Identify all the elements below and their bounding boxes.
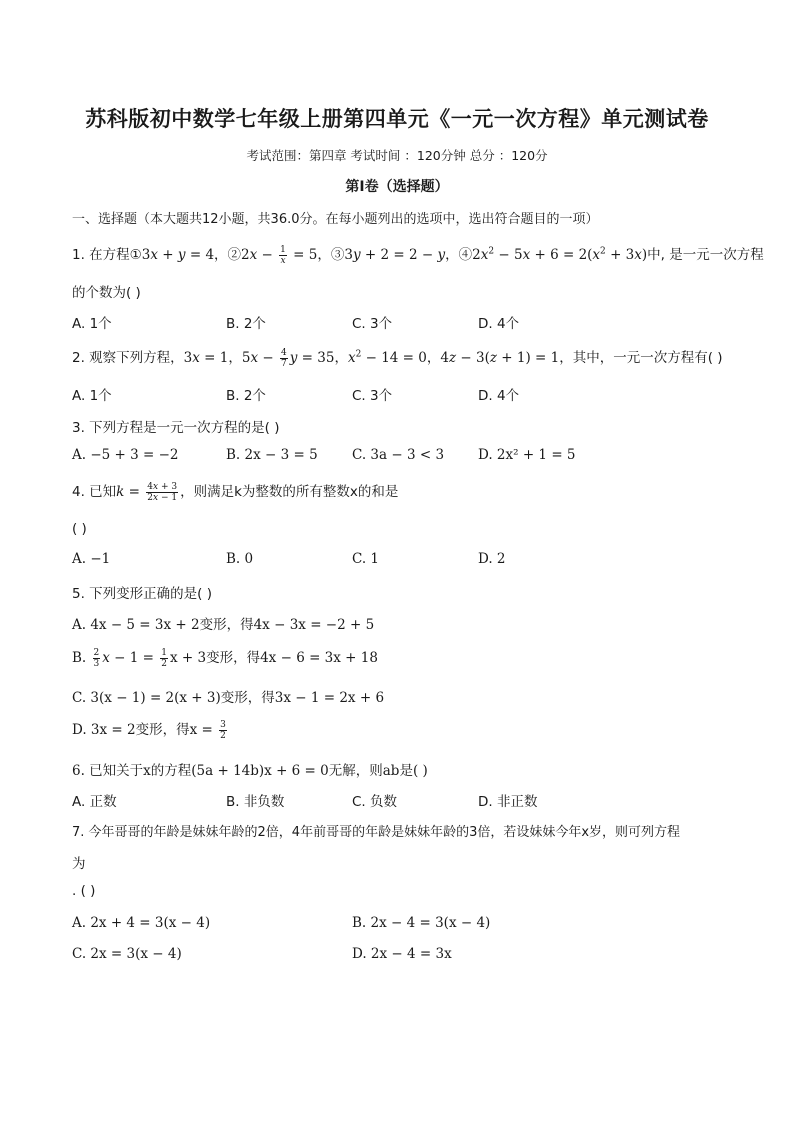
question-2-tail: ，其中，一元一次方程有( ) [559,350,723,366]
question-6: 6. 已知关于x的方程(5a + 14b)x + 6 = 0无解，则ab是( ) [72,763,428,779]
section-heading: 一、选择题（本大题共12小题，共36.0分。在每小题列出的选项中，选出符合题目的一项） [72,212,599,227]
question-7-line2: 为 [72,856,86,872]
question-1-option-c[interactable]: C. 3个 [352,316,393,332]
question-3-option-c[interactable]: C. 3a − 3 < 3 [352,447,445,463]
question-1-option-d[interactable]: D. 4个 [478,316,520,332]
question-2-lead: 2. 观察下列方程， [72,350,184,366]
question-7-option-d[interactable]: D. 2x − 4 = 3x [352,946,452,962]
question-5-option-d[interactable]: D. 3x = 2变形，得x = $\frac{3}{2}$ [72,720,226,741]
question-4-option-b[interactable]: B. 0 [226,551,254,567]
question-4-formula: k = $\frac{4x + 3}{2x - 1}$ [116,482,178,503]
question-5-option-b-tail: x + 3变形，得4x − 6 = 3x + 18 [170,650,378,666]
question-1-tail: 中, 是一元一次方程 [647,247,764,263]
question-1-line2: 的个数为( ) [72,285,141,301]
question-1-lead: 1. 在方程① [72,247,142,263]
question-2 [72,346,723,369]
question-7-option-a[interactable]: A. 2x + 4 = 3(x − 4) [72,915,211,931]
question-3-option-b[interactable]: B. 2x − 3 = 5 [226,447,318,463]
question-7-option-b[interactable]: B. 2x − 4 = 3(x − 4) [352,915,491,931]
question-3: 3. 下列方程是一元一次方程的是( ) [72,420,280,436]
question-2-option-c[interactable]: C. 3个 [352,388,393,404]
question-6-option-b[interactable]: B. 非负数 [226,794,285,810]
question-2-option-a[interactable]: A. 1个 [72,388,112,404]
question-4-option-d[interactable]: D. 2 [478,551,506,567]
question-6-option-c[interactable]: C. 负数 [352,794,398,810]
question-1-option-b[interactable]: B. 2个 [226,316,266,332]
question-3-option-d[interactable]: D. 2x² + 1 = 5 [478,447,576,463]
question-4-lead: 4. 已知 [72,484,117,500]
question-7: 7. 今年哥哥的年龄是妹妹年龄的2倍，4年前哥哥的年龄是妹妹年龄的3倍，若设妹妹今年x岁，则可列方程 [72,825,681,840]
question-5: 5. 下列变形正确的是( ) [72,586,212,602]
question-5-option-b[interactable]: B. $\frac{2}{3}$ x − 1 = $\frac{1}{2}$ x + 3变形，得4x − 6 = 3x + 18 [72,648,378,669]
question-4-line2: ( ) [72,521,87,537]
question-4-option-a[interactable]: A. −1 [72,551,111,567]
question-6-option-d[interactable]: D. 非正数 [478,794,538,810]
volume-heading: 第I卷（选择题） [345,179,449,195]
question-6-option-a[interactable]: A. 正数 [72,794,117,810]
question-7-option-c[interactable]: C. 2x = 3(x − 4) [72,946,182,962]
exam-title: 苏科版初中数学七年级上册第四单元《一元一次方程》单元测试卷 [85,106,709,131]
question-1-equations: 3x + y = 4，②2x − $\frac{1}{x}$ = 5，③3y + 2 = 2 − y，$④2x^2 - 5x + 6 = 2(x^2 + 3x)$ [141,245,648,266]
question-1-option-a[interactable]: A. 1个 [72,316,112,332]
question-5-option-a[interactable]: A. 4x − 5 = 3x + 2变形，得4x − 3x = −2 + 5 [72,617,375,633]
exam-subtitle: 考试范围：第四章 考试时间 ：120分钟 总分 ：120分 [246,148,548,163]
question-2-equations: 3x = 1，5x − $\frac{4}{7}$ y = 35，$x^2 - 14 = 0$，4z − 3(z + 1) = 1 [183,348,560,369]
question-2-option-b[interactable]: B. 2个 [226,388,266,404]
question-7-line3: . ( ) [72,883,96,899]
question-4-option-c[interactable]: C. 1 [352,551,380,567]
question-5-option-d-lead: D. 3x = 2变形，得x = [72,722,213,738]
question-5-option-c[interactable]: C. 3(x − 1) = 2(x + 3)变形，得3x − 1 = 2x + 6 [72,690,385,706]
question-4-tail: ，则满足k为整数的所有整数x的和是 [180,484,399,500]
question-4 [72,480,398,503]
question-3-option-a[interactable]: A. −5 + 3 = −2 [72,447,179,463]
question-1 [72,243,764,266]
question-2-option-d[interactable]: D. 4个 [478,388,520,404]
